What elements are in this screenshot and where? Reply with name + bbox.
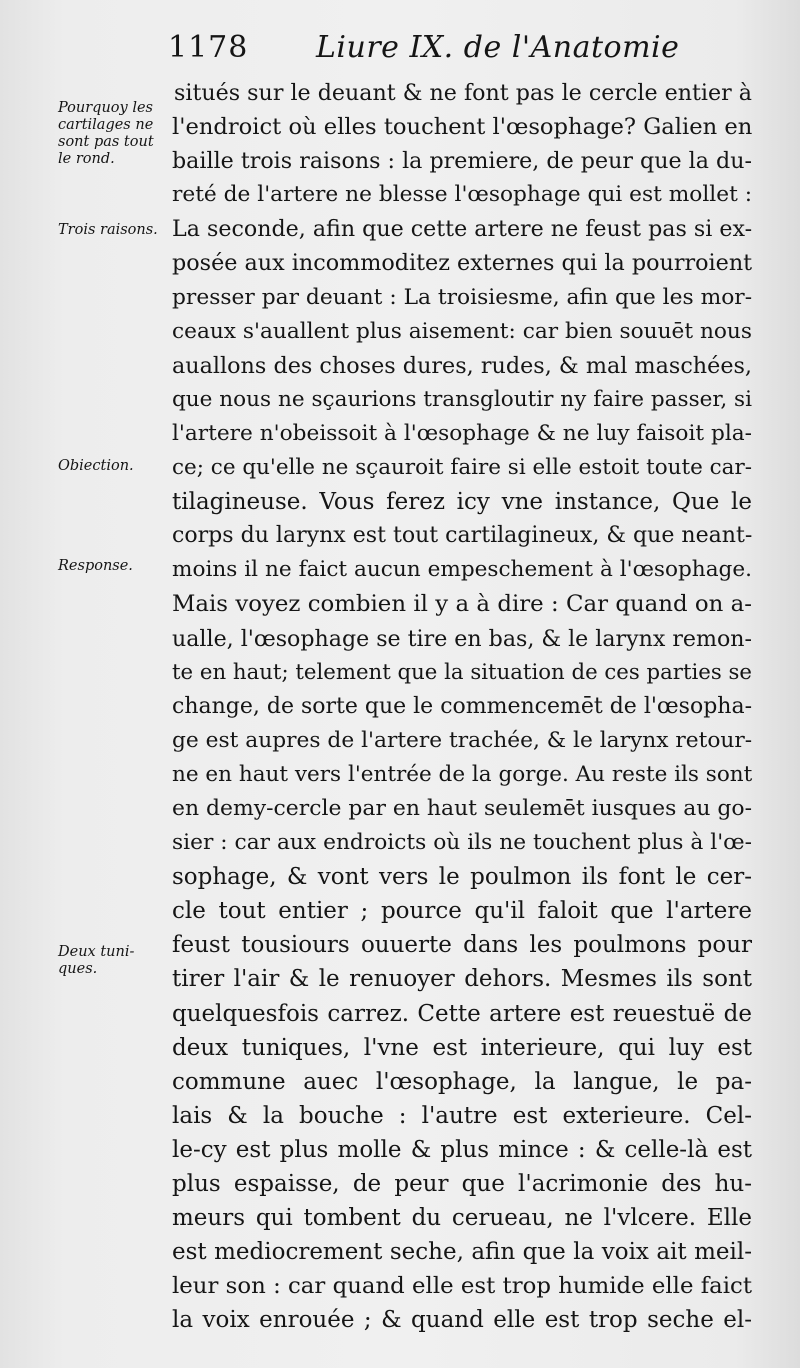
body-line: la voix enrouée ; & quand elle est trop seche el- bbox=[172, 1307, 752, 1334]
margin-note-response bbox=[58, 558, 176, 575]
body-line: ce; ce qu'elle ne sçauroit faire si elle estoit toute car- bbox=[172, 455, 752, 481]
margin-note-line: Deux tuni- bbox=[58, 944, 135, 960]
body-line: Mais voyez combien il y a à dire : Car quand on a- bbox=[172, 591, 752, 618]
body-line: change, de sorte que le commencemēt de l'œsopha- bbox=[172, 693, 752, 719]
body-line: commune auec l'œsophage, la langue, le pa- bbox=[172, 1068, 752, 1095]
margin-note-line: Obiection. bbox=[58, 458, 134, 474]
margin-note-line: sont pas tout bbox=[58, 134, 154, 150]
margin-note-two-tunics bbox=[58, 944, 176, 978]
body-line: cle tout entier ; pource qu'il faloit que l'artere bbox=[172, 898, 752, 925]
margin-note-line: Response. bbox=[58, 558, 133, 574]
body-line: reté de l'artere ne blesse l'œsophage qui est mollet : bbox=[172, 182, 752, 208]
body-line: est mediocrement seche, afin que la voix ait meil- bbox=[172, 1239, 752, 1266]
page-number: 1178 bbox=[168, 30, 249, 65]
margin-note-line: Pourquoy les bbox=[58, 100, 153, 116]
body-line: situés sur le deuant & ne font pas le cercle entier à bbox=[174, 80, 752, 106]
body-line: sophage, & vont vers le poulmon ils font le cer- bbox=[172, 864, 752, 891]
body-line: lais & la bouche : l'autre est exterieure. Cel- bbox=[172, 1102, 752, 1129]
body-line: moins il ne faict aucun empeschement à l'œsophage. bbox=[172, 557, 752, 583]
body-text bbox=[172, 76, 752, 1337]
body-line: plus espaisse, de peur que l'acrimonie des hu- bbox=[172, 1171, 752, 1197]
body-line: sier : car aux endroicts où ils ne touchent plus à l'œ- bbox=[172, 830, 752, 856]
body-line: feust tousiours ouuerte dans les poulmons pour bbox=[172, 932, 752, 959]
body-line: La seconde, afin que cette artere ne feust pas si ex- bbox=[172, 216, 753, 243]
body-line: deux tuniques, l'vne est interieure, qui luy est bbox=[172, 1034, 752, 1061]
body-line: ceaux s'auallent plus aisement: car bien souuēt nous bbox=[172, 318, 752, 344]
running-title: Liure IX. de l'Anatomie bbox=[316, 30, 680, 65]
body-line: auallons des choses dures, rudes, & mal maschées, bbox=[172, 352, 752, 379]
body-line: presser par deuant : La troisiesme, afin que les mor- bbox=[172, 284, 753, 310]
body-line: quelquesfois carrez. Cette artere est reuestuë de bbox=[172, 1000, 752, 1027]
margin-note-line: cartilages ne bbox=[58, 117, 154, 133]
body-line: le-cy est plus molle & plus mince : & celle-là est bbox=[172, 1136, 752, 1163]
body-line: ualle, l'œsophage se tire en bas, & le larynx remon- bbox=[172, 625, 752, 652]
margin-note-line: Trois raisons. bbox=[58, 222, 158, 238]
body-line: tilagineuse. Vous ferez icy vne instance, Que le bbox=[172, 489, 752, 516]
body-line: que nous ne sçaurions transgloutir ny faire passer, si bbox=[172, 386, 752, 412]
margin-note-three-reasons bbox=[58, 222, 176, 239]
body-line: leur son : car quand elle est trop humide elle faict bbox=[172, 1273, 752, 1300]
margin-note-objection bbox=[58, 458, 176, 475]
margin-note-line: le rond. bbox=[58, 151, 115, 167]
body-line: posée aux incommoditez externes qui la pourroient bbox=[172, 250, 753, 277]
body-line: en demy-cercle par en haut seulemēt iusques au go- bbox=[172, 795, 752, 821]
body-line: ne en haut vers l'entrée de la gorge. Au reste ils sont bbox=[172, 761, 753, 787]
body-line: te en haut; telement que la situation de ces parties se bbox=[172, 659, 752, 685]
margin-note-why-cartilages bbox=[58, 100, 176, 168]
body-line: tirer l'air & le renuoyer dehors. Mesmes ils sont bbox=[172, 966, 752, 993]
margin-note-line: ques. bbox=[58, 961, 98, 977]
body-line: ge est aupres de l'artere trachée, & le larynx retour- bbox=[172, 727, 753, 753]
body-line: l'endroict où elles touchent l'œsophage? Galien en bbox=[172, 114, 753, 141]
body-line: baille trois raisons : la premiere, de peur que la du- bbox=[172, 148, 752, 175]
body-line: corps du larynx est tout cartilagineux, & que neant- bbox=[172, 523, 753, 549]
body-line: meurs qui tombent du cerueau, ne l'vlcere. Elle bbox=[172, 1205, 752, 1232]
page-header bbox=[168, 26, 758, 74]
body-line: l'artere n'obeissoit à l'œsophage & ne luy faisoit pla- bbox=[172, 420, 752, 446]
